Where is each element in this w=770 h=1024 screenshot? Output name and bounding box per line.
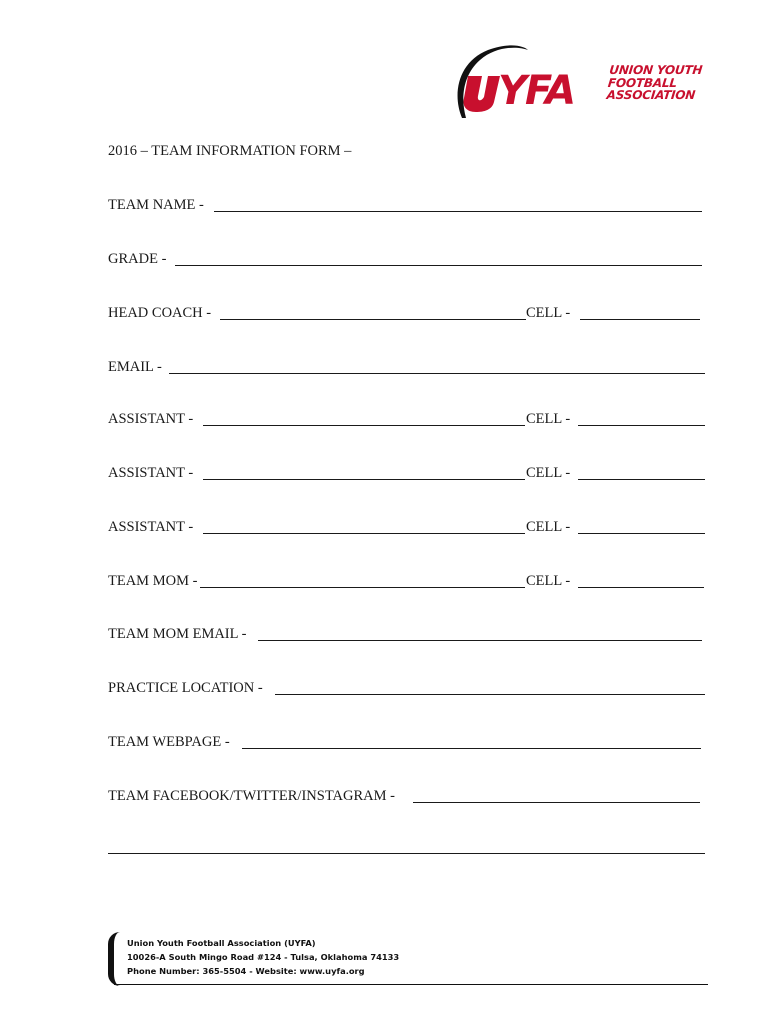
team-mom-label: TEAM MOM - xyxy=(108,573,198,589)
footer-phone-website: Phone Number: 365-5504 - Website: www.uyfa.org xyxy=(127,966,365,976)
team-mom-email-label: TEAM MOM EMAIL - xyxy=(108,626,247,642)
team-social-field[interactable] xyxy=(413,802,700,803)
team-name-row xyxy=(108,197,705,217)
assistant-row-3 xyxy=(108,519,705,539)
team-mom-cell-field[interactable] xyxy=(578,587,704,588)
head-coach-field[interactable] xyxy=(220,319,526,320)
extra-blank-line[interactable] xyxy=(108,853,705,854)
team-webpage-field[interactable] xyxy=(242,748,701,749)
assistant-2-cell-label: CELL - xyxy=(526,465,571,481)
footer-organization: Union Youth Football Association (UYFA) xyxy=(127,938,316,948)
assistant-1-cell-field[interactable] xyxy=(578,425,705,426)
team-social-row xyxy=(108,788,705,808)
assistant-3-cell-field[interactable] xyxy=(578,533,705,534)
grade-label: GRADE - xyxy=(108,251,167,267)
team-mom-email-field[interactable] xyxy=(258,640,702,641)
footer-contact xyxy=(127,936,399,978)
uyfa-logo-mark xyxy=(448,44,608,119)
uyfa-logo xyxy=(448,44,713,119)
team-webpage-label: TEAM WEBPAGE - xyxy=(108,734,230,750)
grade-row xyxy=(108,251,705,271)
footer-bracket xyxy=(108,932,120,986)
assistant-3-cell-label: CELL - xyxy=(526,519,571,535)
practice-location-field[interactable] xyxy=(275,694,705,695)
logo-name-line-1: UNION YOUTH xyxy=(608,63,703,77)
practice-location-row xyxy=(108,680,705,700)
footer-rule xyxy=(114,984,708,985)
assistant-1-cell-label: CELL - xyxy=(526,411,571,427)
email-label: EMAIL - xyxy=(108,359,162,375)
assistant-1-label: ASSISTANT - xyxy=(108,411,194,427)
footer xyxy=(108,932,708,988)
team-mom-field[interactable] xyxy=(200,587,525,588)
logo-name-line-3: ASSOCIATION xyxy=(605,88,696,102)
assistant-3-field[interactable] xyxy=(203,533,525,534)
assistant-2-cell-field[interactable] xyxy=(578,479,705,480)
assistant-row-2 xyxy=(108,465,705,485)
team-webpage-row xyxy=(108,734,705,754)
head-coach-cell-label: CELL - xyxy=(526,305,571,321)
team-social-label: TEAM FACEBOOK/TWITTER/INSTAGRAM - xyxy=(108,788,395,804)
team-name-field[interactable] xyxy=(214,211,702,212)
logo-name-line-2: FOOTBALL xyxy=(607,75,678,90)
grade-field[interactable] xyxy=(175,265,702,266)
footer-address: 10026-A South Mingo Road #124 - Tulsa, Oklahoma 74133 xyxy=(127,952,400,962)
head-coach-cell-field[interactable] xyxy=(580,319,700,320)
form-title: 2016 – TEAM INFORMATION FORM – xyxy=(108,143,352,159)
team-mom-cell-label: CELL - xyxy=(526,573,571,589)
logo-mark-text: YFA xyxy=(498,68,575,114)
logo-organization-name xyxy=(606,64,715,102)
assistant-row-1 xyxy=(108,411,705,431)
team-mom-email-row xyxy=(108,626,705,646)
team-mom-row xyxy=(108,573,705,593)
email-field[interactable] xyxy=(169,373,705,374)
team-name-label: TEAM NAME - xyxy=(108,197,204,213)
assistant-2-label: ASSISTANT - xyxy=(108,465,194,481)
assistant-3-label: ASSISTANT - xyxy=(108,519,194,535)
head-coach-row xyxy=(108,305,705,325)
assistant-1-field[interactable] xyxy=(203,425,525,426)
email-row xyxy=(108,359,705,379)
assistant-2-field[interactable] xyxy=(203,479,525,480)
practice-location-label: PRACTICE LOCATION - xyxy=(108,680,263,696)
head-coach-label: HEAD COACH - xyxy=(108,305,212,321)
